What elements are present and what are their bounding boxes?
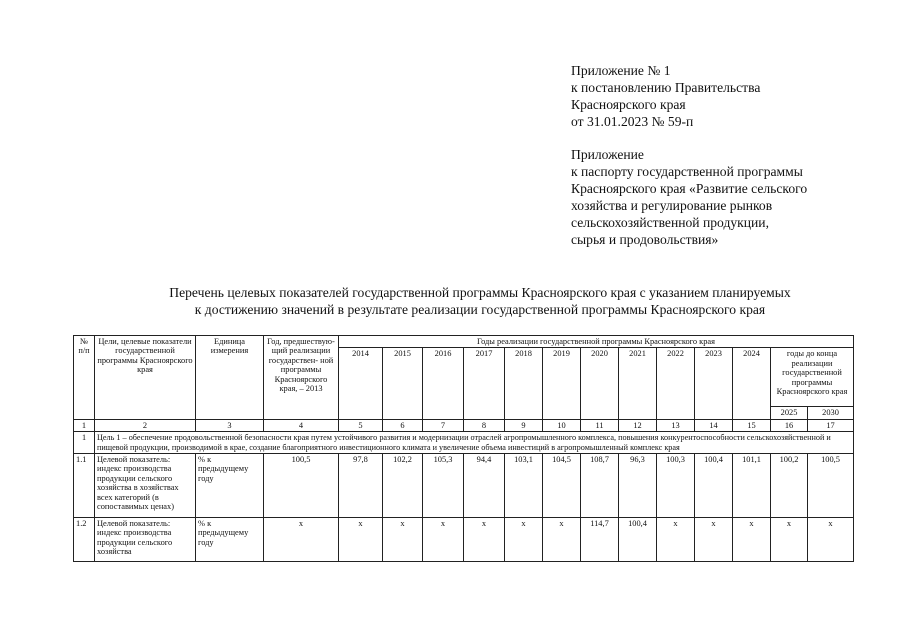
header-year: 2022	[657, 348, 695, 419]
passport-line-3: Красноярского края «Развитие сельского	[571, 181, 808, 196]
col-number: 6	[383, 419, 423, 431]
header-year: 2023	[695, 348, 733, 419]
document-title	[80, 284, 880, 318]
row-value: 102,2	[383, 454, 423, 518]
row-value: 114,7	[581, 518, 619, 562]
row-num: 1.1	[74, 454, 95, 518]
row-value: 94,4	[464, 454, 505, 518]
row-value: 101,1	[733, 454, 771, 518]
goal-row	[74, 432, 854, 454]
col-number: 13	[657, 419, 695, 431]
row-value: 100,3	[657, 454, 695, 518]
header-unit: Единица измерения	[196, 336, 264, 420]
title-line-1: Перечень целевых показателей государственной программы Красноярского края с указанием планируемых	[169, 285, 791, 300]
row-value: x	[464, 518, 505, 562]
col-number: 15	[733, 419, 771, 431]
row-name: Целевой показатель: индекс производства продукции сельского хозяйства	[95, 518, 196, 562]
row-value: x	[695, 518, 733, 562]
header-year: 2015	[383, 348, 423, 419]
col-number: 16	[771, 419, 808, 431]
row-value: x	[505, 518, 543, 562]
header-end-group: годы до конца реализации государственной программы Красноярского края	[771, 348, 854, 407]
col-number: 8	[464, 419, 505, 431]
header-row-1	[74, 336, 854, 348]
row-value: x	[339, 518, 383, 562]
header-prev-year: Год, предшествую- щий реализации государствен- ной программы Красноярского края, – 2013	[264, 336, 339, 420]
appendix-line-4: от 31.01.2023 № 59-п	[571, 114, 694, 129]
col-number: 4	[264, 419, 339, 431]
col-number: 5	[339, 419, 383, 431]
header-year: 2020	[581, 348, 619, 419]
header-year: 2018	[505, 348, 543, 419]
row-name: Целевой показатель: индекс производства продукции сельского хозяйства в хозяйствах всех категорий (в сопоставимых ценах)	[95, 454, 196, 518]
row-unit: % к предыдущему году	[196, 454, 264, 518]
col-number: 9	[505, 419, 543, 431]
row-num: 1.2	[74, 518, 95, 562]
goal-text: Цель 1 – обеспечение продовольственной безопасности края путем устойчивого развития и модернизации отраслей агропромышленного комплекса, повышения конкурентоспособности сельскохозяйственной и пищевой продукции, производимой в крае, создание благоприятного инвестиционного климата и увеличение объема инвестиций в агропромышленный комплекс края	[95, 432, 854, 454]
row-value: 100,4	[695, 454, 733, 518]
header-year: 2017	[464, 348, 505, 419]
col-number: 7	[423, 419, 464, 431]
passport-line-5: сельскохозяйственной продукции,	[571, 215, 769, 230]
header-end-year: 2030	[808, 407, 854, 419]
row-value: x	[771, 518, 808, 562]
row-value: x	[733, 518, 771, 562]
col-number: 1	[74, 419, 95, 431]
col-number: 11	[581, 419, 619, 431]
passport-line-6: сырья и продовольствия»	[571, 232, 719, 247]
row-value: 105,3	[423, 454, 464, 518]
row-value: x	[657, 518, 695, 562]
header-year: 2019	[543, 348, 581, 419]
appendix-block	[571, 62, 891, 248]
row-value: x	[543, 518, 581, 562]
header-goals: Цели, целевые показатели государственной программы Красноярского края	[95, 336, 196, 420]
column-numbers-row	[74, 419, 854, 431]
appendix-line-3: Красноярского края	[571, 97, 686, 112]
row-unit: % к предыдущему году	[196, 518, 264, 562]
appendix-line-2: к постановлению Правительства	[571, 80, 761, 95]
header-year: 2021	[619, 348, 657, 419]
col-number: 3	[196, 419, 264, 431]
header-num: № п/п	[74, 336, 95, 420]
passport-line-1: Приложение	[571, 147, 644, 162]
col-number: 17	[808, 419, 854, 431]
header-year: 2016	[423, 348, 464, 419]
row-value: 100,4	[619, 518, 657, 562]
row-value: 97,8	[339, 454, 383, 518]
col-number: 2	[95, 419, 196, 431]
col-number: 14	[695, 419, 733, 431]
row-value: 100,5	[808, 454, 854, 518]
row-value: 100,5	[264, 454, 339, 518]
col-number: 12	[619, 419, 657, 431]
row-value: x	[264, 518, 339, 562]
header-end-year: 2025	[771, 407, 808, 419]
header-years-group: Годы реализации государственной программы Красноярского края	[339, 336, 854, 348]
table-row	[74, 454, 854, 518]
passport-line-4: хозяйства и регулирование рынков	[571, 198, 773, 213]
table-row	[74, 518, 854, 562]
indicators-table	[73, 335, 854, 562]
row-value: x	[383, 518, 423, 562]
col-number: 10	[543, 419, 581, 431]
row-value: 100,2	[771, 454, 808, 518]
row-value: x	[808, 518, 854, 562]
appendix-line-1: Приложение № 1	[571, 63, 671, 78]
row-value: 104,5	[543, 454, 581, 518]
header-year: 2014	[339, 348, 383, 419]
title-line-2: к достижению значений в результате реализации государственной программы Красноярского края	[194, 302, 766, 317]
row-value: 96,3	[619, 454, 657, 518]
row-value: 103,1	[505, 454, 543, 518]
row-value: 108,7	[581, 454, 619, 518]
header-year: 2024	[733, 348, 771, 419]
passport-line-2: к паспорту государственной программы	[571, 164, 803, 179]
goal-num: 1	[74, 432, 95, 454]
row-value: x	[423, 518, 464, 562]
